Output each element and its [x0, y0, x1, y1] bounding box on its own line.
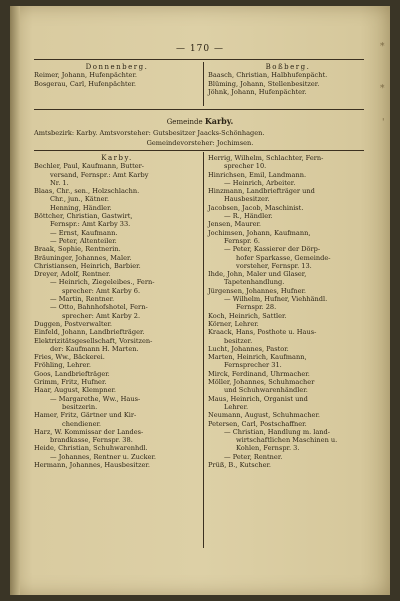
directory-entry: Lucht, Johannes, Pastor. [208, 344, 289, 353]
directory-entry: Lehrer. [224, 402, 249, 411]
main-column-divider [203, 152, 204, 548]
directory-entry: — Peter, Altenteiler. [50, 236, 117, 245]
directory-entry: wirtschaftlichen Maschinen u. [236, 436, 338, 445]
directory-entry: Duggen, Postverwalter. [34, 319, 113, 328]
directory-entry: Nr. 1. [50, 178, 69, 187]
directory-entry: Jensen, Maurer. [208, 220, 262, 229]
right-column [208, 154, 370, 469]
directory-entry: Henning, Händler. [50, 203, 112, 212]
page-number: — 170 — [176, 44, 224, 54]
directory-entry: Petersen, Carl, Postschaffner. [208, 419, 307, 428]
margin-mark: * [380, 42, 385, 52]
directory-entry: — R., Händler. [224, 212, 273, 221]
directory-entry: Christiansen, Heinrich, Barbier. [34, 261, 141, 270]
directory-entry: Baasch, Christian, Halbhufenpächt. [208, 71, 328, 80]
directory-entry: — Ernst, Kaufmann. [50, 228, 118, 237]
directory-entry: — Heinrich, Arbeiter. [224, 178, 296, 187]
directory-entry: Herrig, Wilhelm, Schlachter, Fern- [208, 154, 324, 162]
section-heading: Donnenberg. [85, 63, 149, 71]
directory-entry: — Peter, Rentner. [224, 452, 283, 461]
section-heading: Karby. [101, 154, 133, 162]
directory-entry: vorsteher, Fernspr. 13. [236, 261, 312, 270]
directory-entry: Koch, Heinrich, Sattler. [208, 311, 287, 320]
gemeindevorsteher-line: Gemeindevorsteher: Jochimsen. [146, 139, 254, 147]
directory-entry: Marten, Heinrich, Kaufmann, [208, 353, 307, 362]
directory-entry: Jöhnk, Johann, Hufenpächter. [208, 87, 307, 96]
margin-mark: * [380, 84, 385, 94]
directory-entry: Harz, W. Kommissar der Landes- [34, 427, 144, 436]
directory-entry: Bechler, Paul, Kaufmann, Butter- [34, 162, 145, 171]
directory-entry: Hinzmann, Landbriefträger und [208, 187, 315, 196]
directory-entry: sprecher: Amt Karby 2. [62, 311, 141, 320]
directory-entry: besitzer. [224, 336, 253, 345]
top-left-section [34, 63, 200, 88]
section-rule [34, 150, 364, 151]
directory-entry: Kraack, Hans, Posthote u. Haus- [208, 328, 317, 337]
directory-entry: Neumann, August, Schuhmacher. [208, 411, 320, 420]
directory-entry: Dreyer, Adolf, Rentner. [34, 270, 111, 279]
directory-page [10, 6, 390, 595]
directory-entry: Körner, Lehrer. [208, 319, 259, 328]
directory-entry: Bosgerau, Carl, Hufenpächter. [34, 79, 137, 88]
directory-entry: Mirck, Ferdinand, Uhrmacher. [208, 369, 310, 378]
directory-entry: Fernspr. 6. [224, 236, 261, 245]
directory-entry: Jacobsen, Jacob, Maschinist. [208, 203, 304, 212]
directory-entry: Möller, Johannes, Schuhmacher [208, 378, 315, 387]
gemeinde-name: Karby. [204, 116, 234, 126]
directory-entry: und Schuhwarenhändler. [224, 386, 308, 395]
directory-entry: Chr., jun., Kätner. [50, 195, 110, 204]
directory-entry: Fröhling, Lehrer. [34, 361, 91, 370]
directory-entry: Fernspr.: Amt Karby 33. [50, 220, 131, 229]
left-column [34, 154, 200, 469]
page-spine [10, 6, 20, 595]
directory-entry: Maus, Heinrich, Organist und [208, 394, 308, 403]
directory-entry: — Heinrich, Ziegeleibes., Fern- [50, 278, 155, 287]
amtsbezirk-line: Amtsbezirk: Karby. Amtsvorsteher: Gutsbesitzer Jaacks-Schönhagen. [34, 129, 265, 137]
directory-entry: — Margarethe, Ww., Haus- [50, 394, 141, 403]
directory-entry: Hermann, Johannes, Hausbesitzer. [34, 460, 150, 469]
directory-entry: Elektrizitätsgesellschaft, Vorsitzen- [34, 336, 153, 345]
top-right-section [208, 63, 368, 96]
gemeinde-heading [10, 116, 390, 126]
directory-entry: Einfeld, Johann, Landbriefträger. [34, 328, 145, 337]
directory-entry: Fries, Ww., Bäckerei. [34, 353, 105, 362]
directory-entry: Bräuninger, Johannes, Maler. [34, 253, 132, 262]
directory-entry: Jochimsen, Johann, Kaufmann, [208, 228, 311, 237]
directory-entry: Fernsprecher 31. [224, 361, 282, 370]
top-column-divider [203, 62, 204, 106]
directory-entry: Braak, Sophie, Rentnerin. [34, 245, 121, 254]
directory-entry: Hinrichsen, Emil, Landmann. [208, 170, 307, 179]
directory-entry: Jürgensen, Johannes, Hufner. [208, 286, 307, 295]
directory-entry: — Martin, Rentner. [50, 295, 115, 304]
directory-entry: Heide, Christian, Schuhwarenhdl. [34, 444, 148, 453]
directory-entry: Hausbesitzer. [224, 195, 270, 204]
directory-entry: hofer Sparkasse, Gemeinde- [236, 253, 331, 262]
directory-entry: Hamer, Fritz, Gärtner und Kir- [34, 411, 137, 420]
directory-entry: sprecher: Amt Karby 6. [62, 286, 141, 295]
directory-entry: besitzerin. [62, 402, 98, 411]
directory-entry: Goos, Landbriefträger. [34, 369, 110, 378]
directory-entry: Reimer, Johann, Hufenpächter. [34, 71, 137, 80]
directory-entry: Grimm, Fritz, Hufner. [34, 378, 107, 387]
directory-entry: Kohlen, Fernspr. 3. [236, 444, 300, 453]
gemeinde-label: Gemeinde [166, 118, 203, 126]
directory-entry: Ihde, John, Maler und Glaser, [208, 270, 307, 279]
section-rule [34, 109, 364, 110]
directory-entry: Böttcher, Christian, Gastwirt, [34, 212, 133, 221]
directory-entry: Prüß, B., Kutscher. [208, 460, 271, 469]
directory-entry: sprecher 10. [224, 162, 267, 171]
directory-entry: Fernspr. 28. [236, 303, 277, 312]
directory-entry: — Peter, Kassierer der Dörp- [224, 245, 321, 254]
top-rule [34, 59, 364, 60]
directory-entry: Blaas, Chr., sen., Holzschlachn. [34, 187, 140, 196]
directory-entry: Blüming, Johann, Stellenbesitzer. [208, 79, 320, 88]
directory-entry: Haar, August, Klempner. [34, 386, 117, 395]
directory-entry: brandkasse, Fernspr. 38. [50, 436, 133, 445]
directory-entry: — Wilhelm, Hufner, Viehhändl. [224, 295, 328, 304]
directory-entry: versand, Fernspr.: Amt Karby [50, 170, 149, 179]
directory-entry: — Christian, Handlung m. land- [224, 427, 331, 436]
directory-entry: — Johannes, Rentner u. Zucker. [50, 452, 156, 461]
directory-entry: Tapetenhandlung. [224, 278, 285, 287]
directory-entry: chendiener. [62, 419, 101, 428]
section-heading: Boßberg. [265, 63, 311, 71]
margin-mark: ' [382, 118, 385, 128]
directory-entry: — Otto, Bahnhofshotel, Fern- [50, 303, 148, 312]
directory-entry: der: Kaufmann H. Marten. [50, 344, 139, 353]
